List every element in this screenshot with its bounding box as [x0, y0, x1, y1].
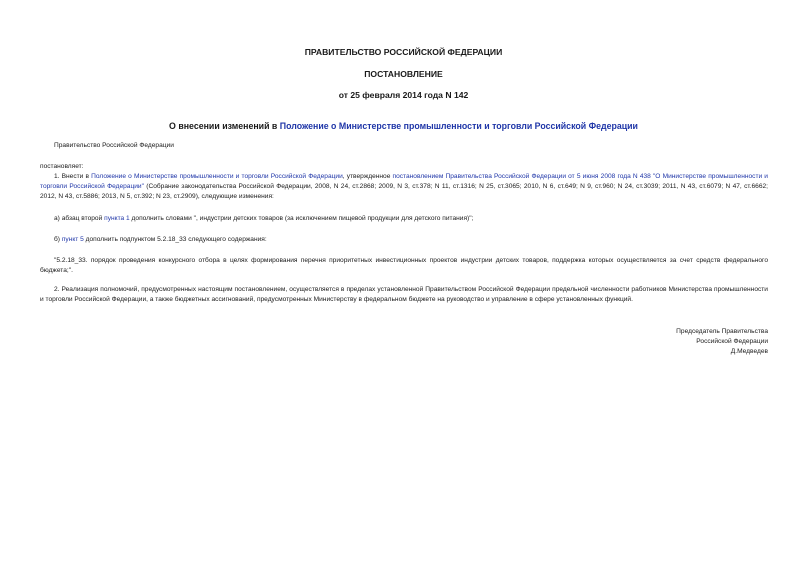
header-date-line: от 25 февраля 2014 года N 142	[338, 90, 469, 100]
document-title	[0, 121, 807, 131]
paragraph-1	[40, 172, 768, 202]
pa-prefix: а) абзац второй	[54, 215, 105, 222]
pa-suffix: дополнить словами ", индустрии детских товаров (за исключением пищевой продукции для детского питания)";	[129, 215, 474, 222]
title-prefix: О внесении изменений в	[169, 121, 280, 131]
paragraph-a	[54, 214, 473, 224]
signature-org: Российской Федерации	[696, 338, 768, 346]
link-resolution-438[interactable]: постановлением Правительства Российской Федерации от 5 июня 2008 года N 438 "О Министерстве промышленности и торговли Российской Федерации"	[40, 173, 768, 190]
resolves-text: постановляет:	[40, 163, 84, 170]
paragraph-2: 2. Реализация полномочий, предусмотренных настоящим постановлением, осуществляется в пределах установленной Правительством Российской Федерации предельной численности работников Министерства промышленности и торговли Российской Федерации, а также бюджетных ассигнований, предусмотренных Министерству в федеральном бюджете на руководство и управление в сфере установленных функций.	[40, 286, 768, 303]
p1-mid: , утвержденное	[342, 173, 393, 180]
pb-prefix: б)	[54, 236, 62, 243]
header-government: ПРАВИТЕЛЬСТВО РОССИЙСКОЙ ФЕДЕРАЦИИ	[304, 47, 503, 57]
header-doc-type: ПОСТАНОВЛЕНИЕ	[364, 69, 443, 79]
link-point-1[interactable]: пункта 1	[104, 215, 130, 222]
p1-prefix: 1. Внести в	[54, 173, 92, 180]
signature-title: Председатель Правительства	[676, 328, 768, 335]
signature-name: Д.Медведев	[730, 348, 768, 356]
p1-suffix: (Собрание законодательства Российской Федерации, 2008, N 24, ст.2868; 2009, N 3, ст.378; N 11, ст.1316; N 25, ст.3065; 2010, N 6, ст.649; N 9, ст.960; N 24, ст.3039; 2011, N 43, ст.6079; N 47, ст.6662; 2012, N 43, ст.5886; 2013, N 5, ст.392; N 23, ст.2909), следующие изменения:	[40, 182, 768, 200]
quoted-subpoint: "5.2.18_33. порядок проведения конкурсного отбора в целях формирования перечня приоритетных инвестиционных проектов индустрии детских товаров, поддержка которых осуществляется за счет средств федерального бюджета;".	[40, 257, 768, 274]
link-point-5[interactable]: пункт 5	[61, 236, 84, 243]
title-link-regulation[interactable]: Положение о Министерстве промышленности и торговли Российской Федерации	[279, 121, 638, 131]
government-name: Правительство Российской Федерации	[54, 142, 174, 149]
signature-block	[560, 327, 768, 358]
pb-suffix: дополнить подпунктом 5.2.18_33 следующего содержания:	[83, 236, 267, 243]
link-regulation[interactable]: Положение о Министерстве промышленности и торговли Российской Федерации	[91, 173, 343, 180]
paragraph-b	[54, 235, 267, 245]
